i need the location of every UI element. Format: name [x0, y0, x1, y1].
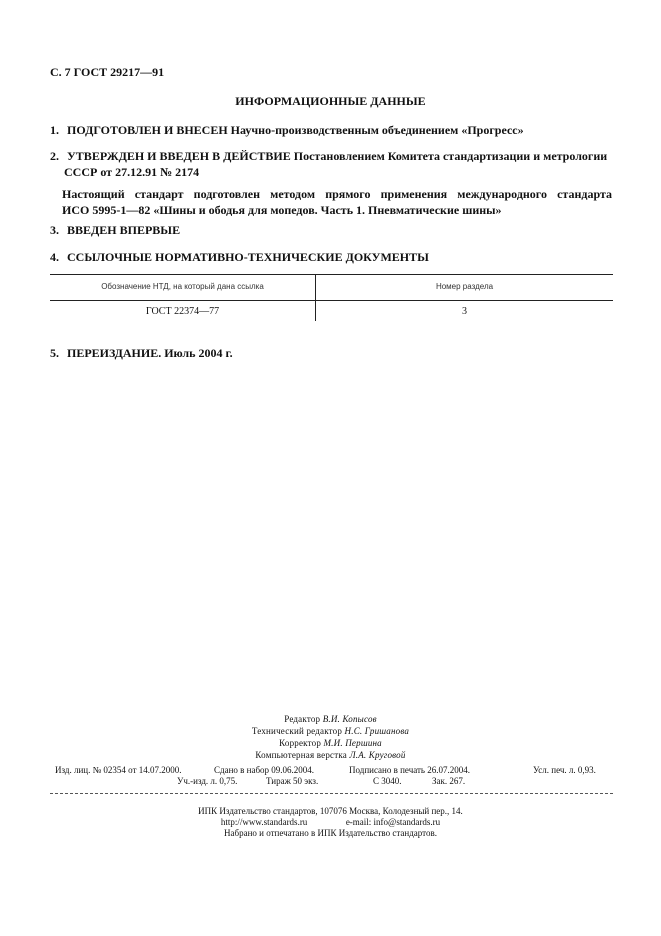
imprint-run: Тираж 50 экз. — [266, 776, 319, 786]
section-5-number: 5. — [50, 346, 59, 360]
credit-editor — [0, 714, 661, 724]
credit-tech-editor-name: Н.С. Гришанова — [344, 726, 410, 736]
section-4-text: ССЫЛОЧНЫЕ НОРМАТИВНО-ТЕХНИЧЕСКИЕ ДОКУМЕНТЫ — [67, 250, 429, 264]
section-3-number: 3. — [50, 223, 59, 237]
reference-table — [50, 274, 613, 321]
table-cell-section: 3 — [462, 306, 467, 317]
imprint-order: Зак. 267. — [432, 776, 466, 786]
standard-note-line2: ИСО 5995-1—82 «Шины и ободья для мопедов. Часть 1. Пневматические шины» — [62, 203, 502, 217]
imprint-pub-sheets: Уч.-изд. л. 0,75. — [177, 776, 238, 786]
section-2-text-line2: СССР от 27.12.91 № 2174 — [64, 165, 200, 179]
footer-printed: Набрано и отпечатано в ИПК Издательство стандартов. — [224, 828, 437, 838]
imprint-license: Изд. лиц. № 02354 от 14.07.2000. — [55, 765, 182, 775]
section-2-number: 2. — [50, 149, 59, 163]
footer-divider — [50, 793, 613, 794]
page-title: ИНФОРМАЦИОННЫЕ ДАННЫЕ — [235, 94, 426, 108]
section-1-number: 1. — [50, 123, 59, 137]
credit-corrector-label: Корректор — [279, 738, 322, 748]
section-2 — [50, 149, 607, 164]
page-header: С. 7 ГОСТ 29217—91 — [50, 65, 165, 79]
section-3-text: ВВЕДЕН ВПЕРВЫЕ — [67, 223, 181, 237]
imprint-submitted: Сдано в набор 09.06.2004. — [214, 765, 315, 775]
credit-layout-name: Л.А. Круговой — [349, 750, 406, 760]
standard-note-line1: Настоящий стандарт подготовлен методом прямого применения международного стандарта — [62, 187, 612, 201]
table-header-document: Обозначение НТД, на который дана ссылка — [101, 282, 264, 291]
credit-layout — [0, 750, 661, 760]
credit-layout-label: Компьютерная верстка — [255, 750, 348, 760]
credit-corrector-name: М.И. Першина — [323, 738, 382, 748]
credit-editor-name: В.И. Копысов — [322, 714, 377, 724]
section-4 — [50, 250, 429, 265]
footer-publisher: ИПК Издательство стандартов, 107076 Москва, Колодезный пер., 14. — [198, 806, 463, 816]
footer-contacts — [0, 817, 661, 827]
table-header-rule — [50, 300, 613, 301]
imprint-print-sheets: Усл. печ. л. 0,93. — [533, 765, 596, 775]
section-5 — [50, 346, 233, 361]
credit-corrector — [0, 738, 661, 748]
credit-tech-editor-label: Технический редактор — [251, 726, 343, 736]
standard-note — [62, 186, 612, 218]
table-cell-document: ГОСТ 22374—77 — [145, 306, 220, 317]
footer-email[interactable]: e-mail: info@standards.ru — [345, 817, 441, 827]
section-2-text-line1: УТВЕРЖДЕН И ВВЕДЕН В ДЕЙСТВИЕ Постановлением Комитета стандартизации и метрологии — [67, 149, 608, 163]
table-header-section: Номер раздела — [435, 282, 494, 291]
section-3 — [50, 223, 180, 238]
table-top-rule — [50, 274, 613, 275]
imprint-signed: Подписано в печать 26.07.2004. — [349, 765, 471, 775]
credit-tech-editor — [0, 726, 661, 736]
credit-editor-label: Редактор — [284, 714, 321, 724]
imprint-order-c: С 3040. — [373, 776, 402, 786]
section-1 — [50, 123, 524, 138]
section-1-text: ПОДГОТОВЛЕН И ВНЕСЕН Научно-производственным объединением «Прогресс» — [67, 123, 524, 137]
section-4-number: 4. — [50, 250, 59, 264]
footer-website[interactable]: http://www.standards.ru — [220, 817, 308, 827]
section-5-text: ПЕРЕИЗДАНИЕ. Июль 2004 г. — [67, 346, 233, 360]
